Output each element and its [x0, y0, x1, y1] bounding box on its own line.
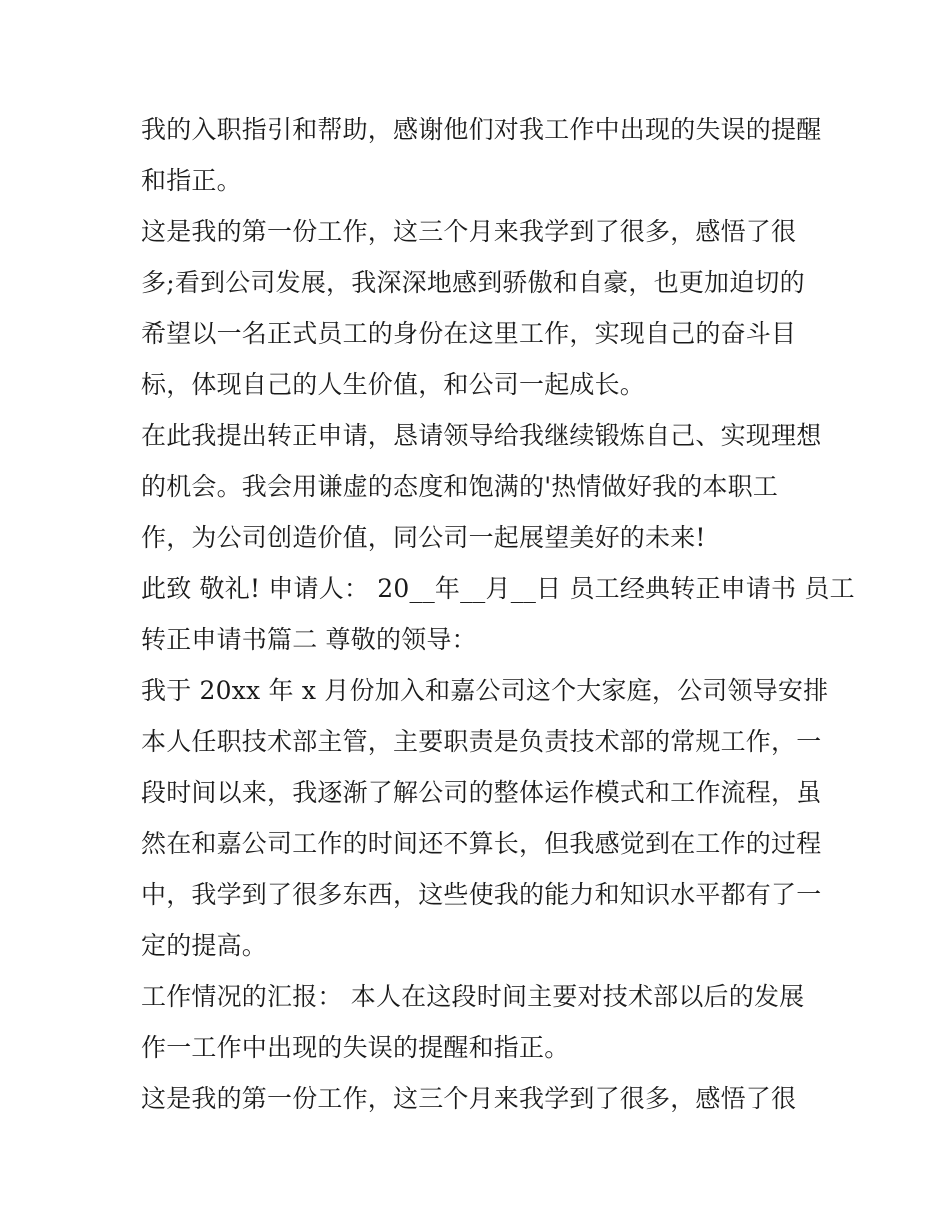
text-line: 转正申请书篇二 尊敬的领导：: [141, 625, 477, 654]
text-line: 中，我学到了很多东西，这些使我的能力和知识水平都有了一: [141, 880, 822, 909]
text-line: 此致 敬礼! 申请人： 20__年__月__日 员工经典转正申请书 员工: [141, 574, 855, 603]
text-line: 的机会。我会用谦虚的态度和饱满的'热情做好我的本职工: [141, 472, 779, 501]
text-line: 定的提高。: [141, 931, 268, 960]
document-body: [141, 104, 855, 1124]
text-line: 我的入职指引和帮助，感谢他们对我工作中出现的失误的提醒: [141, 115, 822, 144]
text-line: 希望以一名正式员工的身份在这里工作，实现自己的奋斗目: [141, 319, 797, 348]
text-line: 多;看到公司发展，我深深地感到骄傲和自豪，也更加迫切的: [141, 268, 805, 297]
text-line: 段时间以来，我逐渐了解公司的整体运作模式和工作流程，虽: [141, 778, 822, 807]
text-line: 作，为公司创造价值，同公司一起展望美好的未来!: [141, 523, 706, 552]
text-line: 这是我的第一份工作，这三个月来我学到了很多，感悟了很: [141, 1084, 797, 1113]
text-line: 这是我的第一份工作，这三个月来我学到了很多，感悟了很: [141, 217, 797, 246]
text-line: 和指正。: [141, 166, 242, 195]
text-line: 本人任职技术部主管，主要职责是负责技术部的常规工作，一: [141, 727, 822, 756]
text-line: 在此我提出转正申请，恳请领导给我继续锻炼自己、实现理想: [141, 421, 822, 450]
text-line: 作一工作中出现的失误的提醒和指正。: [141, 1033, 570, 1062]
text-line: 工作情况的汇报： 本人在这段时间主要对技术部以后的发展: [141, 982, 805, 1011]
text-line: 标，体现自己的人生价值，和公司一起成长。: [141, 370, 646, 399]
text-line: 然在和嘉公司工作的时间还不算长，但我感觉到在工作的过程: [141, 829, 822, 858]
text-line: 我于 20xx 年 x 月份加入和嘉公司这个大家庭，公司领导安排: [141, 676, 829, 705]
